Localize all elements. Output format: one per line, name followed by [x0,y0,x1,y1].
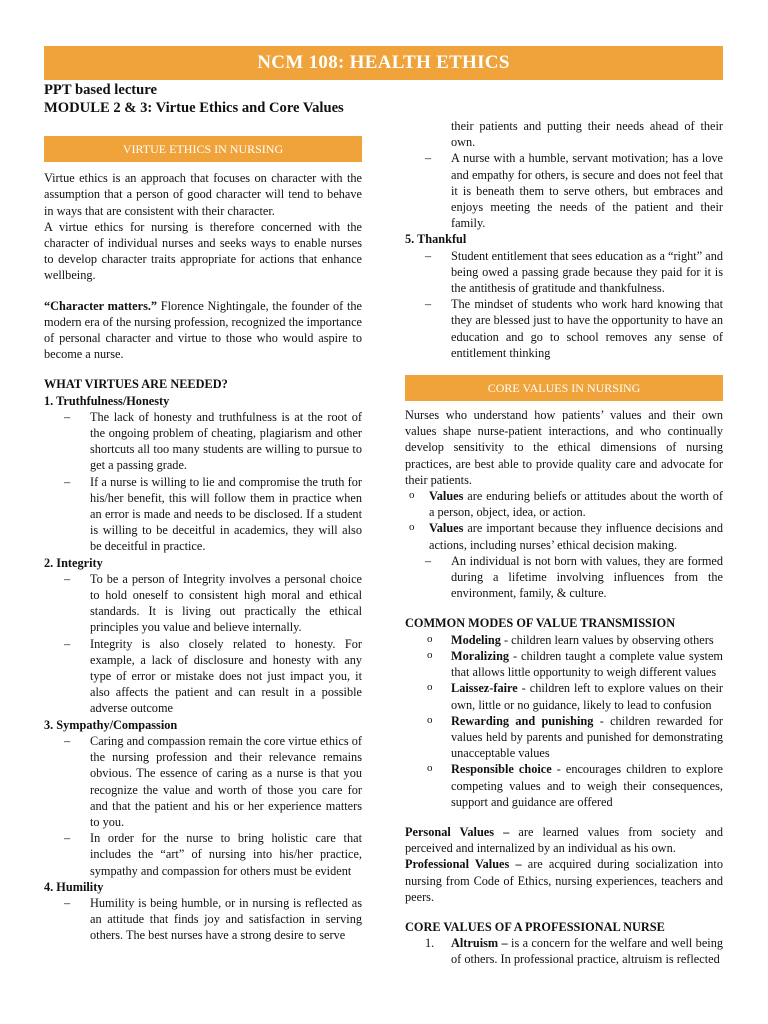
list-item: o Modeling - children learn values by observing others [405,632,723,648]
list-item: – Integrity is also closely related to honesty. For example, a lack of disclosure and honesty with any type of error or mistake does not just impact you, it also affects the patient and can result in a possible adverse outcome [44,636,362,717]
virtue-1-title: 1. Truthfulness/Honesty [44,393,170,408]
values-sublist [405,553,723,602]
list-item: o Values are enduring beliefs or attitudes about the worth of a person, object, idea, or action. [405,488,723,520]
virtues-heading: WHAT VIRTUES ARE NEEDED? [44,377,228,392]
subtitle-lecture: PPT based lecture [44,82,157,98]
list-item: 1. Altruism – is a concern for the welfare and well being of others. In professional practice, altruism is reflected [425,936,723,967]
virtue-5-list [405,248,723,361]
list-item: – If a nurse is willing to lie and compromise the truth for his/her benefit, this will follow them in practice when an error is made and needs to be disclosed. If a student is willing to be deceitful in academics, they will also be deceitful in practice. [44,474,362,555]
virtue-2-title: 2. Integrity [44,555,103,570]
list-item: o Rewarding and punishing - children rewarded for values held by parents and punished for demonstrating unacceptable values [405,713,723,762]
list-item: o Values are important because they influence decisions and actions, including nurses’ ethical decision making. [405,520,723,552]
list-item: o Responsible choice - encourages children to explore competing values and to weigh their consequences, support and guidance are offered [405,761,723,810]
list-item: – Humility is being humble, or in nursing is reflected as an attitude that finds joy and satisfaction in serving others. The best nurses have a strong desire to serve [44,895,362,944]
list-item: – A nurse with a humble, servant motivation; has a love and empathy for others, is secure and does not feel that it is beneath them to serve others, but embraces and enjoys meeting the needs of the patient and their family. [405,150,723,231]
virtue-3-title: 3. Sympathy/Compassion [44,717,178,732]
personal-values: Personal Values – are learned values from society and perceived and internalized by an individual as his own. [405,824,723,856]
core-values-heading: CORE VALUES OF A PROFESSIONAL NURSE [405,919,665,934]
modes-heading: COMMON MODES OF VALUE TRANSMISSION [405,616,676,631]
core-values-list [405,935,723,967]
character-quote [44,298,362,363]
list-item: – To be a person of Integrity involves a personal choice to hold oneself to consistent high moral and ethical standards. It is living out practically the ethical principles you value and believe internally. [44,571,362,636]
virtue-2-list [44,571,362,717]
professional-values: Professional Values – are acquired during socialization into nursing from Code of Ethics, nursing experiences, teachers and peers. [405,857,723,904]
list-item: – Caring and compassion remain the core virtue ethics of the nursing profession and their relevance remains obvious. The essence of caring as a nurse is that you recognize the value and worth of those you care for and that the patient and his or her experience matters to you. [44,733,362,830]
list-item: – Student entitlement that sees education as a “right” and being owed a passing grade because they paid for it is the antithesis of gratitude and thankfulness. [405,248,723,297]
virtue-intro-1: Virtue ethics is an approach that focuses on character with the assumption that a person of good character will tend to behave in ways that are consistent with their character. [44,171,362,218]
list-item: – An individual is not born with values, they are formed during a lifetime involving influences from the environment, family, & culture. [405,553,723,602]
virtue-intro-2: A virtue ethics for nursing is therefore concerned with the character of individual nurses and seeks ways to enable nurses to develop character traits appropriate for actions that enhance wellbeing. [44,219,362,283]
modes-list [405,632,723,810]
list-item: o Moralizing - children taught a complete value system that allows little opportunity to weigh different values [405,648,723,680]
virtue-4-title: 4. Humility [44,879,104,894]
core-values-intro: Nurses who understand how patients’ values and their own values shape nurse-patient interactions, and who continually develop sensitivity to the ethical dimensions of nursing practices, are best able to provide quality care and advocate for their patients. [405,408,723,487]
quote-bold: “Character matters.” [44,298,158,313]
virtue-4-list [44,895,362,944]
left-column [44,82,362,944]
list-item: – The mindset of students who work hard knowing that they are blessed just to have the opportunity to have an education and go to school removes any sense of entitlement thinking [405,296,723,361]
subtitle-module: MODULE 2 & 3: Virtue Ethics and Core Values [44,99,344,116]
list-item: – In order for the nurse to bring holistic care that includes the “art” of nursing into his/her practice, sympathy and compassion for others must be evident [44,830,362,879]
list-item: – The lack of honesty and truthfulness is at the root of the ongoing problem of cheating, plagiarism and other shortcuts all too many students are willing to pursue to get a passing grade. [44,409,362,474]
virtue-3-list [44,733,362,879]
list-item: o Laissez-faire - children left to explore values on their own, little or no guidance, likely to lead to confusion [405,680,723,712]
document-title: NCM 108: HEALTH ETHICS [44,46,723,80]
list-item-continued: their patients and putting their needs ahead of their own. [451,119,723,150]
banner-virtue-ethics: VIRTUE ETHICS IN NURSING [44,136,362,162]
virtue-5-title: 5. Thankful [405,232,467,247]
quote-rest: Florence Nightingale, the founder of the modern era of the nursing profession, recognized the importance of personal character and virtue to those who would aspire to become a nurse. [44,298,362,362]
virtue-1-list [44,409,362,555]
values-list [405,488,723,553]
humility-continued-list [405,118,723,231]
right-column [405,118,723,968]
banner-core-values: CORE VALUES IN NURSING [405,375,723,401]
